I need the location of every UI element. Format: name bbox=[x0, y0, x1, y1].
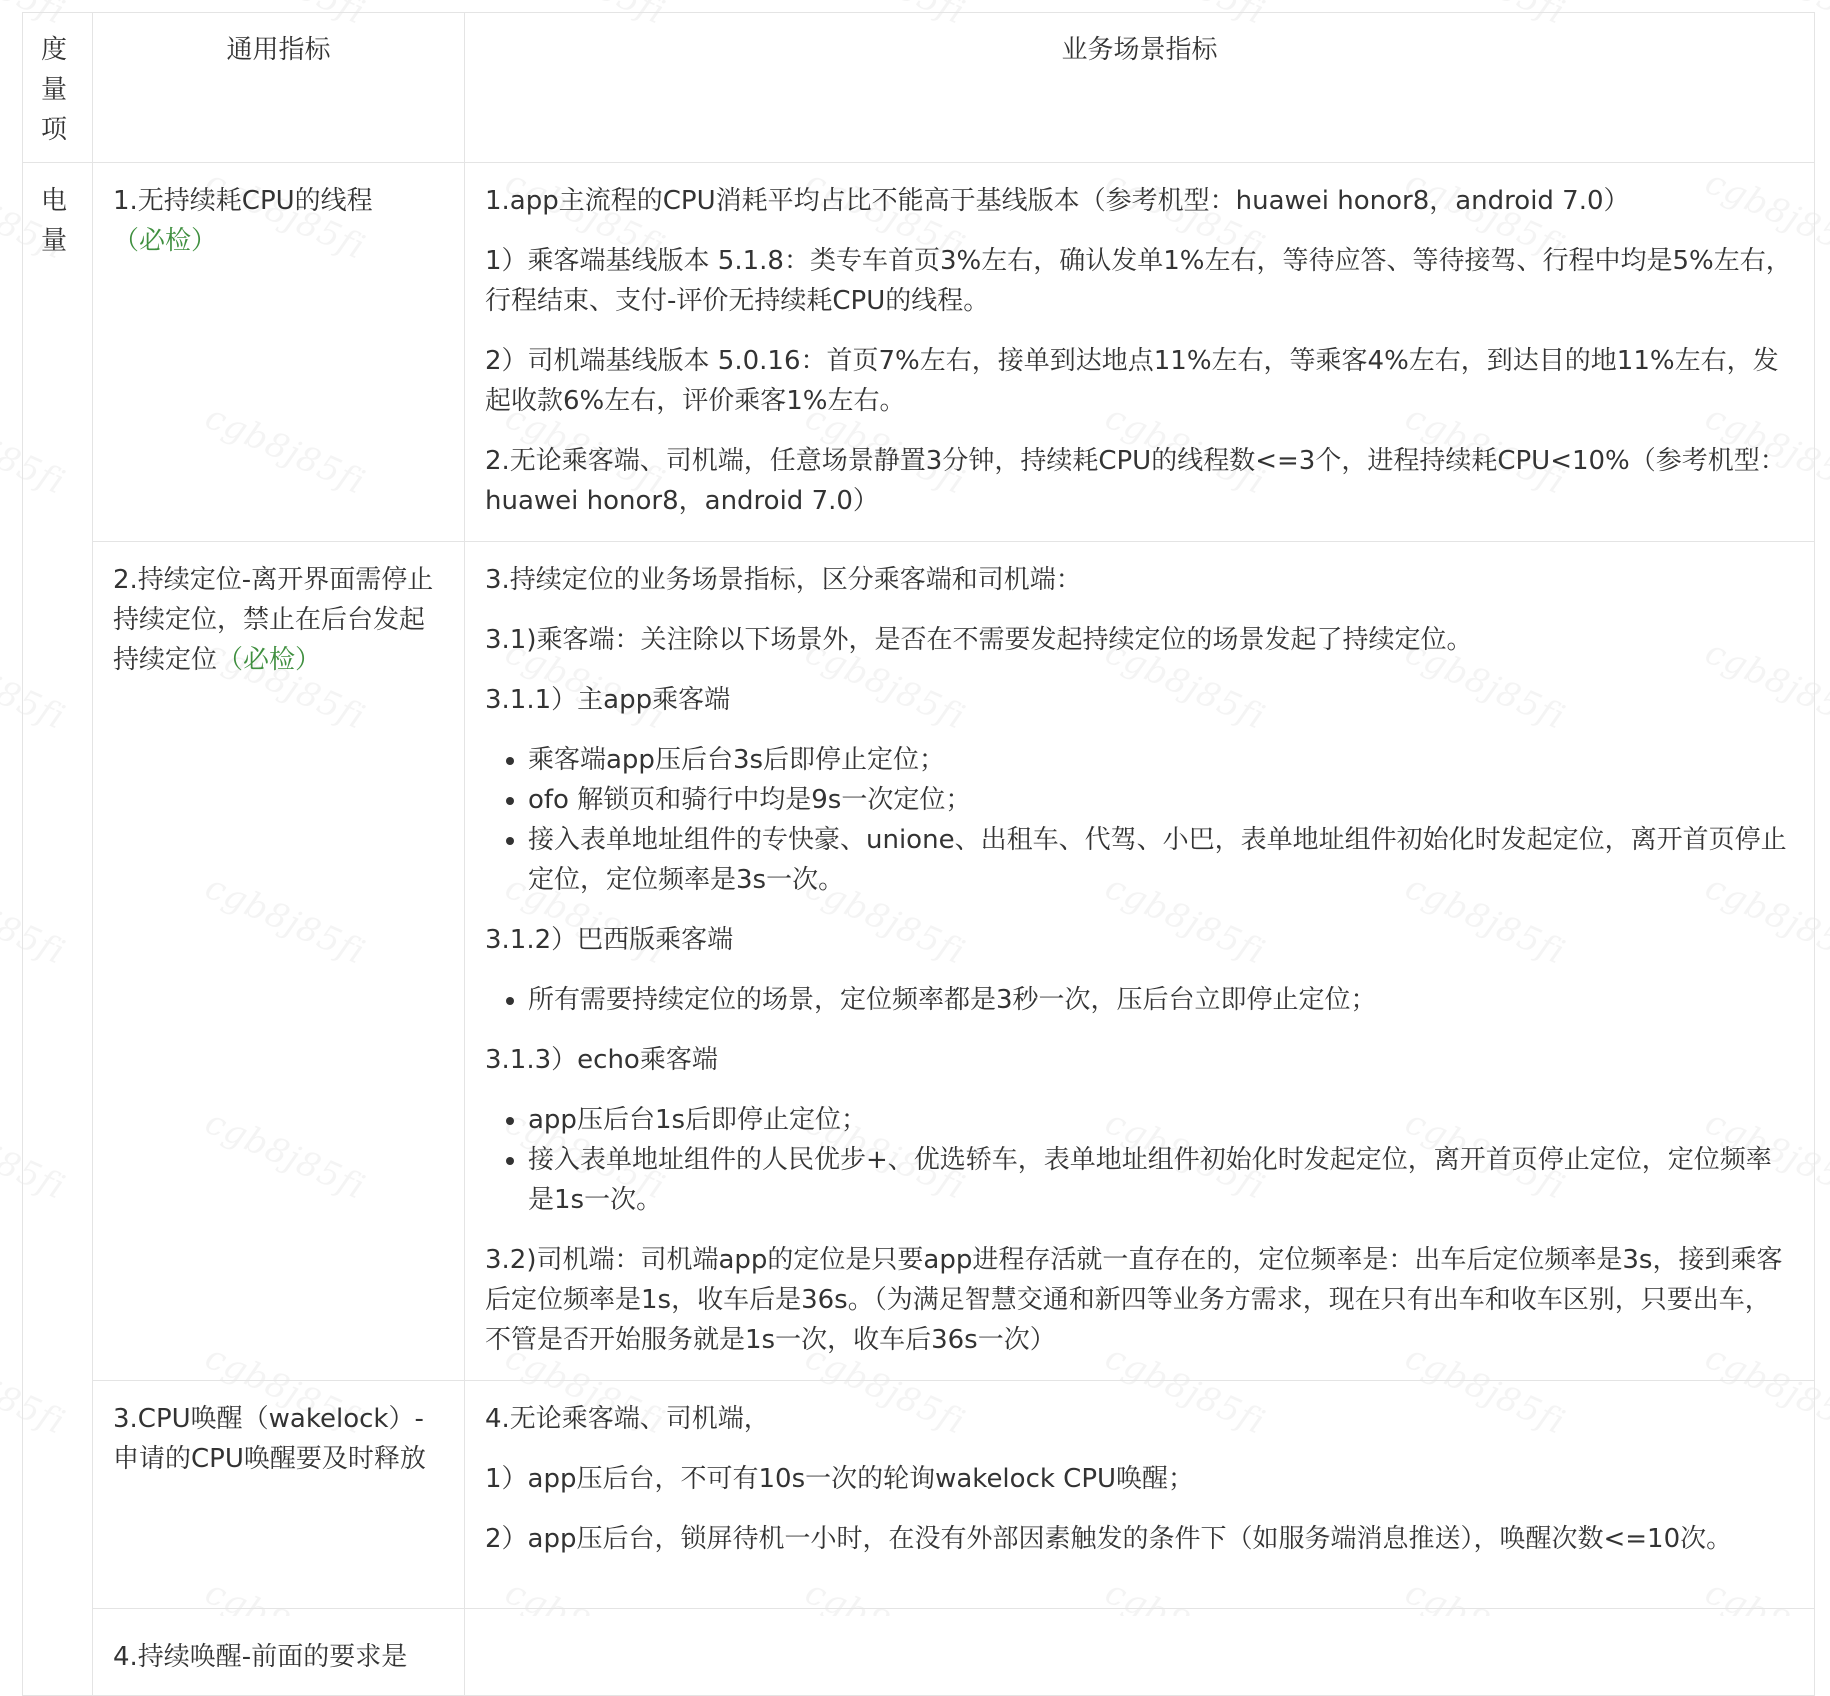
business-paragraph: 2）app压后台，锁屏待机一小时，在没有外部因素触发的条件下（如服务端消息推送），唤醒次数<=10次。 bbox=[485, 1524, 1733, 1554]
business-paragraph: 3.1)乘客端：关注除以下场景外，是否在不需要发起持续定位的场景发起了持续定位。 bbox=[485, 625, 1473, 655]
list-item: • 接入表单地址组件的专快豪、unione、出租车、代驾、小巴，表单地址组件初始化时发起定位，离开首页停止定位，定位频率是3s一次。 bbox=[528, 820, 1794, 900]
table-header-row bbox=[23, 13, 1815, 163]
bullet-list bbox=[485, 740, 1794, 900]
required-tag: （必检） bbox=[217, 645, 322, 675]
list-item: • 接入表单地址组件的人民优步+、优选轿车，表单地址组件初始化时发起定位，离开首页停止定位，定位频率是1s一次。 bbox=[528, 1140, 1794, 1220]
bullet-list bbox=[485, 980, 1794, 1020]
header-business-metric: 业务场景指标 bbox=[465, 13, 1815, 163]
business-paragraph: 1）app压后台，不可有10s一次的轮询wakelock CPU唤醒； bbox=[485, 1464, 1195, 1494]
measure-item-cell bbox=[23, 163, 93, 1696]
list-item: • ofo 解锁页和骑行中均是9s一次定位； bbox=[528, 780, 1794, 820]
business-metric-cell bbox=[465, 1381, 1815, 1609]
list-item: • 所有需要持续定位的场景，定位频率都是3秒一次，压后台立即停止定位； bbox=[528, 980, 1794, 1020]
general-metric-text: 2.持续定位-离开界面需停止持续定位，禁止在后台发起持续定位 bbox=[113, 565, 434, 675]
business-paragraph: 3.2)司机端：司机端app的定位是只要app进程存活就一直存在的，定位频率是：出车后定位频率是3s，接到乘客后定位频率是1s，收车后是36s。（为满足智慧交通和新四等业务方需求，现在只有出车和收车区别，只要出车，不管是否开始服务就是1s一次，收车后36s一次） bbox=[485, 1245, 1783, 1355]
business-paragraph: 1）乘客端基线版本 5.1.8：类专车首页3%左右，确认发单1%左右，等待应答、等待接驾、行程中均是5%左右，行程结束、支付-评价无持续耗CPU的线程。 bbox=[485, 246, 1792, 316]
business-metric-cell bbox=[465, 542, 1815, 1381]
general-metric-cell bbox=[93, 542, 465, 1381]
general-metric-cell bbox=[93, 163, 465, 542]
business-subheading: 3.1.2）巴西版乘客端 bbox=[485, 925, 734, 955]
header-measure-item bbox=[23, 13, 93, 163]
general-metric-text: 4.持续唤醒-前面的要求是 bbox=[113, 1642, 408, 1672]
business-paragraph: 4.无论乘客端、司机端， bbox=[485, 1404, 770, 1434]
measure-item-label: 电量 bbox=[41, 186, 68, 256]
general-metric-text: 3.CPU唤醒（wakelock）-申请的CPU唤醒要及时释放 bbox=[113, 1404, 426, 1474]
metrics-table bbox=[22, 12, 1815, 1696]
business-paragraph: 2）司机端基线版本 5.0.16：首页7%左右，接单到达地点11%左右，等乘客4%左右，到达目的地11%左右，发起收款6%左右，评价乘客1%左右。 bbox=[485, 346, 1779, 416]
general-metric-text: 1.无持续耗CPU的线程 bbox=[113, 186, 373, 216]
table-row bbox=[23, 163, 1815, 542]
list-item: • app压后台1s后即停止定位； bbox=[528, 1100, 1794, 1140]
business-metric-cell bbox=[465, 163, 1815, 542]
business-subheading: 3.1.1）主app乘客端 bbox=[485, 685, 731, 715]
required-tag: （必检） bbox=[113, 226, 218, 256]
bullet-list bbox=[485, 1100, 1794, 1220]
header-general-metric: 通用指标 bbox=[93, 13, 465, 163]
business-paragraph: 2.无论乘客端、司机端，任意场景静置3分钟，持续耗CPU的线程数<=3个，进程持续耗CPU<10%（参考机型：huawei honor8，android 7.0） bbox=[485, 446, 1786, 516]
table-row bbox=[23, 1609, 1815, 1696]
business-paragraph: 1.app主流程的CPU消耗平均占比不能高于基线版本（参考机型：huawei honor8，android 7.0） bbox=[485, 186, 1630, 216]
business-metric-cell bbox=[465, 1609, 1815, 1696]
table-row bbox=[23, 542, 1815, 1381]
business-paragraph: 3.持续定位的业务场景指标，区分乘客端和司机端： bbox=[485, 565, 1082, 595]
business-subheading: 3.1.3）echo乘客端 bbox=[485, 1045, 718, 1075]
table-row bbox=[23, 1381, 1815, 1609]
general-metric-cell bbox=[93, 1609, 465, 1696]
general-metric-cell bbox=[93, 1381, 465, 1609]
list-item: • 乘客端app压后台3s后即停止定位； bbox=[528, 740, 1794, 780]
header-measure-label: 度量项 bbox=[41, 35, 68, 145]
